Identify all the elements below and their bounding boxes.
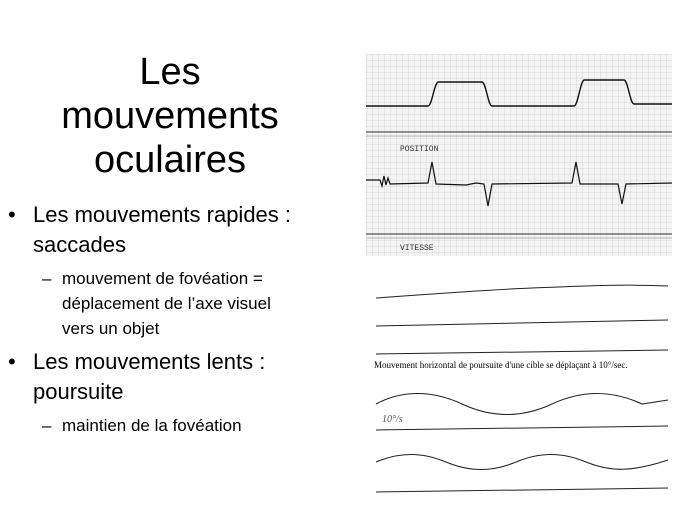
handwritten-note: 10°/s bbox=[382, 414, 403, 425]
pursuit-recording-image bbox=[372, 280, 672, 500]
subbullet-line2: déplacement de l’axe visuel bbox=[62, 294, 271, 313]
title-line-1: Les bbox=[139, 51, 201, 93]
bullet-rapid-line2: saccades bbox=[33, 232, 126, 257]
bullet-slow-line2: poursuite bbox=[33, 379, 124, 404]
subbullet-maintain-foveation bbox=[8, 413, 358, 438]
subbullet-line3: vers un objet bbox=[62, 319, 160, 338]
title-line-2: mouvements bbox=[61, 95, 279, 137]
bullet-slow-line1: Les mouvements lents : bbox=[33, 349, 266, 374]
subbullet-line1: mouvement de fovéation = bbox=[62, 269, 263, 288]
bullet-rapid-movements bbox=[8, 200, 358, 260]
saccade-recording-image bbox=[366, 54, 672, 256]
subbullet-foveation-movement bbox=[8, 266, 358, 341]
velocity-label: VITESSE bbox=[400, 244, 434, 253]
pursuit-caption: Mouvement horizontal de poursuite d'une cible se déplaçant à 10°/sec. bbox=[374, 360, 628, 370]
slide-title bbox=[20, 50, 320, 182]
bullet-list bbox=[8, 200, 358, 438]
bullet-slow-movements bbox=[8, 347, 358, 407]
dash-bullet: – bbox=[42, 269, 52, 288]
bullet-dot: • bbox=[8, 202, 16, 227]
dash-bullet: – bbox=[42, 416, 52, 435]
title-line-3: oculaires bbox=[93, 139, 247, 181]
saccade-recording-figure bbox=[366, 54, 672, 256]
bullet-dot: • bbox=[8, 349, 16, 374]
bullet-rapid-line1: Les mouvements rapides : bbox=[33, 202, 292, 227]
position-label: POSITION bbox=[400, 145, 439, 154]
subbullet-maintain-line: maintien de la fovéation bbox=[62, 416, 242, 435]
